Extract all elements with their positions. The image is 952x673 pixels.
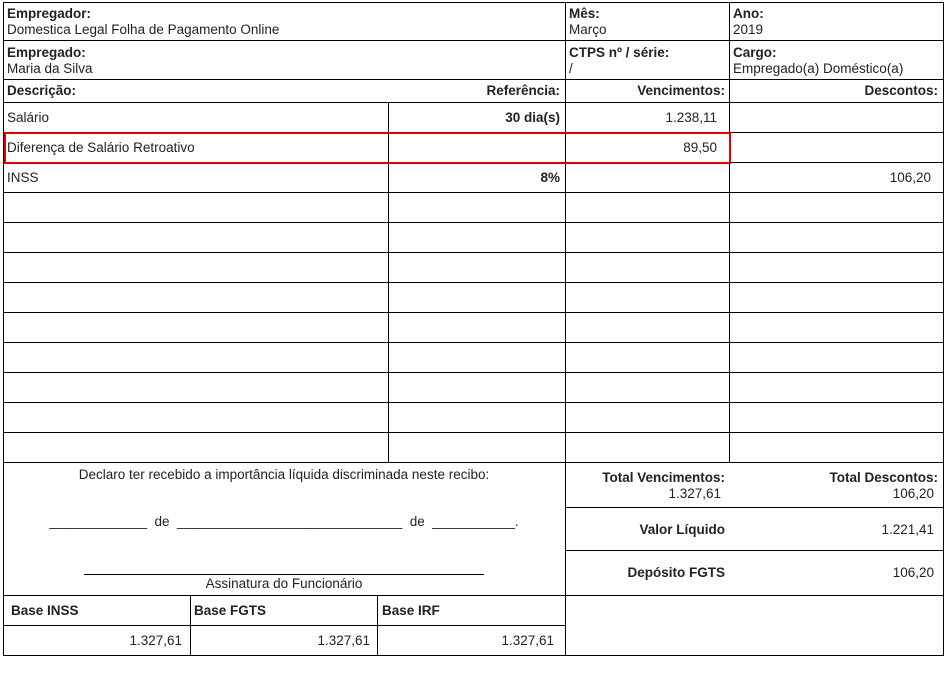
base-irf-label: Base IRF: [382, 603, 440, 618]
row-descontos: 106,20: [889, 170, 931, 185]
empregado-label: Empregado:: [7, 45, 86, 60]
ctps-label: CTPS nº / série:: [569, 45, 670, 60]
row-referencia: 8%: [540, 170, 560, 185]
deposito-fgts-label: Depósito FGTS: [627, 565, 725, 580]
base-fgts-label: Base FGTS: [194, 603, 267, 618]
total-vencimentos-value: 1.327,61: [668, 486, 721, 501]
cargo-value: Empregado(a) Doméstico(a): [733, 61, 904, 76]
col-descricao: Descrição:: [7, 83, 77, 98]
col-vencimentos: Vencimentos:: [637, 83, 725, 98]
base-fgts-value: 1.327,61: [317, 633, 370, 648]
deposito-fgts-value: 106,20: [892, 565, 934, 580]
empregado-value: Maria da Silva: [7, 61, 93, 76]
col-referencia: Referência:: [486, 83, 560, 98]
empregador-value: Domestica Legal Folha de Pagamento Online: [7, 22, 280, 37]
ano-value: 2019: [733, 22, 764, 37]
empregador-label: Empregador:: [7, 6, 92, 21]
total-descontos-value: 106,20: [892, 486, 934, 501]
base-inss-value: 1.327,61: [129, 633, 182, 648]
ano-label: Ano:: [733, 6, 764, 21]
cargo-label: Cargo:: [733, 45, 777, 60]
row-vencimentos: 89,50: [683, 140, 717, 155]
highlight-box: [4, 132, 731, 164]
total-vencimentos-label: Total Vencimentos:: [602, 470, 725, 485]
base-inss-label: Base INSS: [11, 603, 79, 618]
date-line: _____________ de ______________________________ de ___________.: [49, 514, 519, 529]
base-irf-value: 1.327,61: [501, 633, 554, 648]
ctps-value: /: [569, 61, 573, 76]
declaration-text: Declaro ter recebido a importância líquida discriminada neste recibo:: [78, 467, 490, 482]
row-vencimentos: 1.238,11: [665, 110, 717, 125]
row-descricao: Diferença de Salário Retroativo: [7, 140, 195, 155]
mes-label: Mês:: [569, 6, 600, 21]
signature-label: Assinatura do Funcionário: [205, 576, 363, 591]
valor-liquido-label: Valor Líquido: [639, 522, 725, 537]
row-referencia: 30 dia(s): [505, 110, 560, 125]
valor-liquido-value: 1.221,41: [881, 522, 934, 537]
col-descontos: Descontos:: [864, 83, 938, 98]
mes-value: Março: [569, 22, 607, 37]
row-descricao: INSS: [7, 170, 39, 185]
row-descricao: Salário: [7, 110, 50, 125]
total-descontos-label: Total Descontos:: [829, 470, 938, 485]
